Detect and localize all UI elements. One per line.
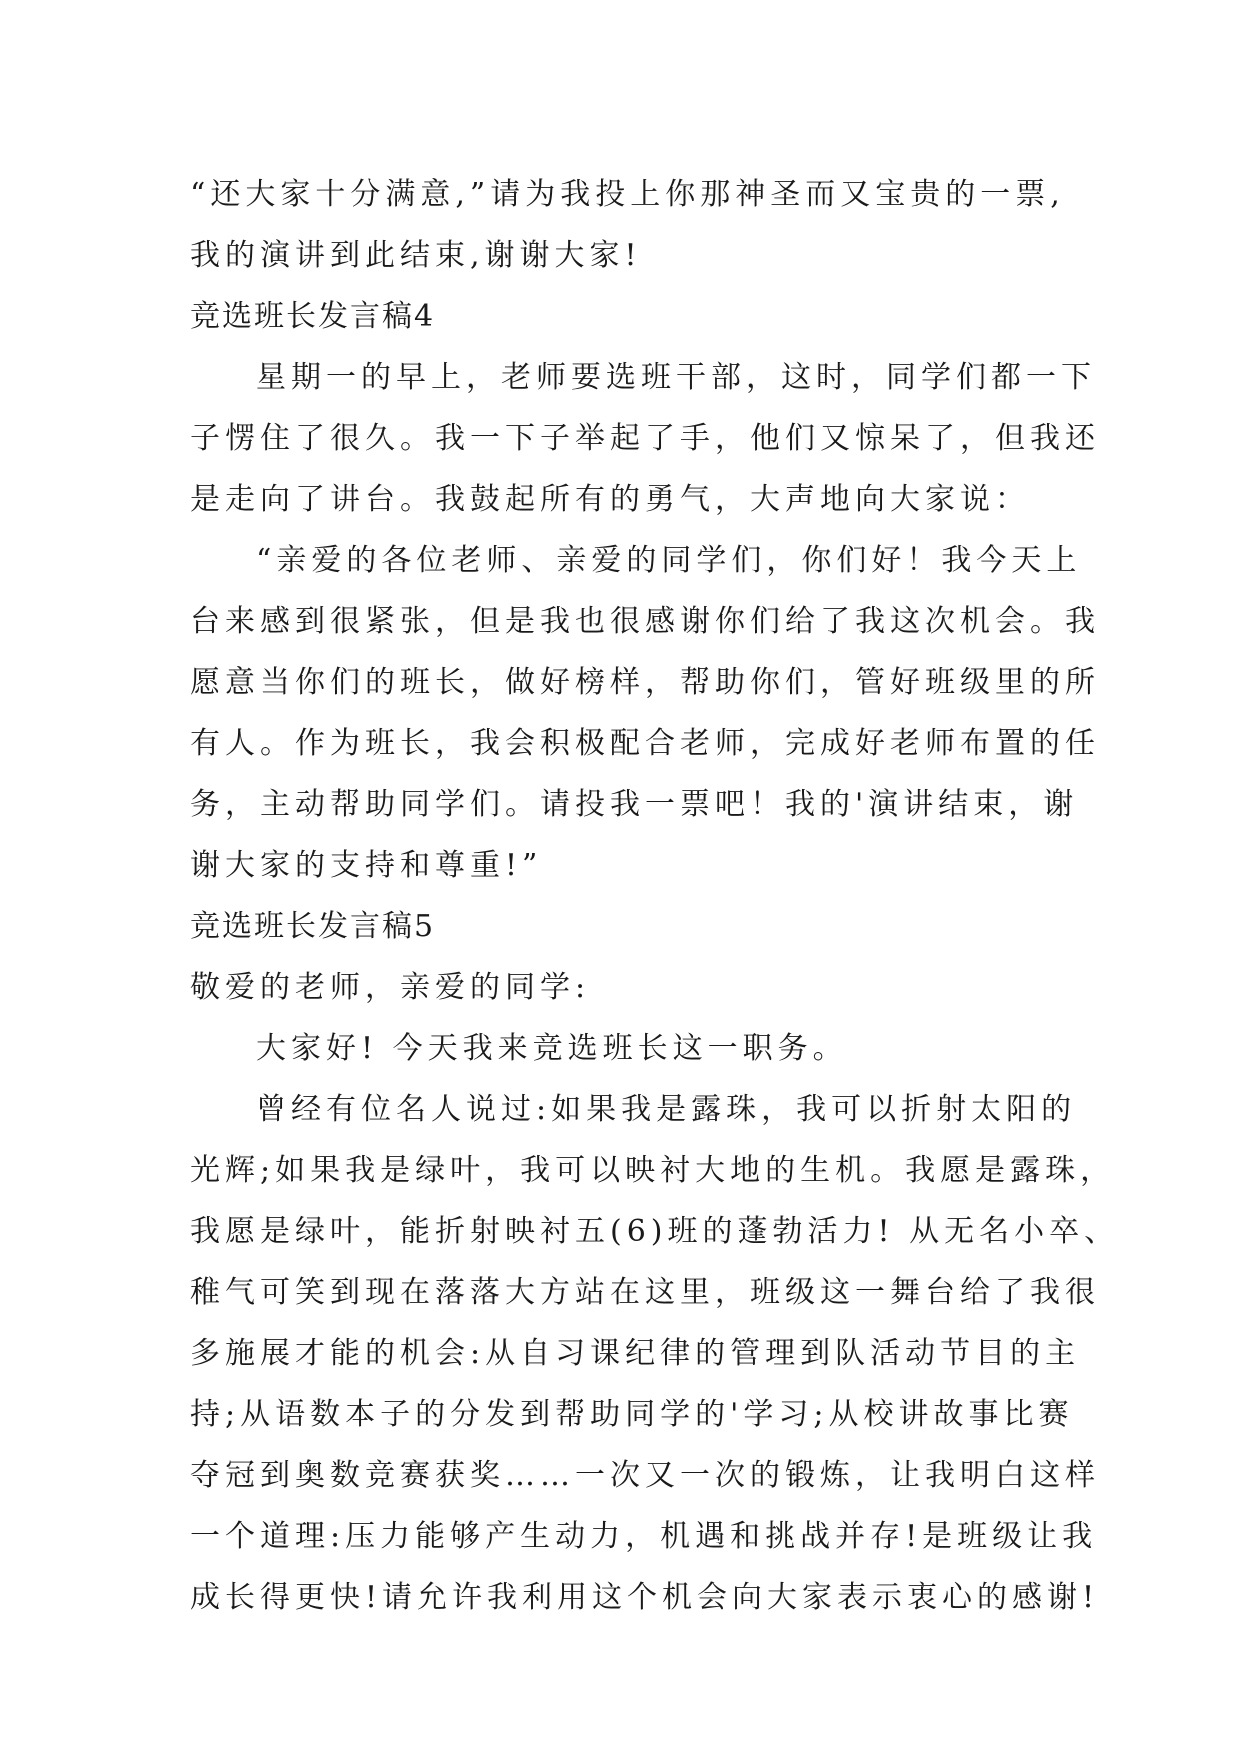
section-heading: 竞选班长发言稿5 [190, 909, 436, 944]
text-line: 我愿是绿叶，能折射映衬五(6)班的蓬勃活力! 从无名小卒、 [190, 1214, 1120, 1249]
text-line: 多施展才能的机会:从自习课纪律的管理到队活动节目的主 [190, 1336, 1081, 1371]
text-line: 一个道理:压力能够产生动力，机遇和挑战并存!是班级让我 [190, 1519, 1098, 1554]
text-line: 务，主动帮助同学们。请投我一票吧！我的'演讲结束，谢 [190, 787, 1079, 822]
text-line: 子愣住了很久。我一下子举起了手，他们又惊呆了，但我还 [190, 421, 1100, 456]
text-line: 我的演讲到此结束,谢谢大家! [190, 238, 642, 273]
text-line: 大家好! 今天我来竞选班长这一职务。 [256, 1031, 848, 1066]
document-body [190, 164, 1120, 1628]
text-line: 星期一的早上，老师要选班干部，这时，同学们都一下 [256, 360, 1096, 395]
text-line: 稚气可笑到现在落落大方站在这里，班级这一舞台给了我很 [190, 1275, 1100, 1310]
text-line: 夺冠到奥数竞赛获奖……一次又一次的锻炼，让我明白这样 [190, 1458, 1100, 1493]
text-line: 有人。作为班长，我会积极配合老师，完成好老师布置的任 [190, 726, 1100, 761]
text-line: 台来感到很紧张，但是我也很感谢你们给了我这次机会。我 [190, 604, 1100, 639]
text-line: 曾经有位名人说过:如果我是露珠，我可以折射太阳的 [256, 1092, 1077, 1127]
text-line: “还大家十分满意,”请为我投上你那神圣而又宝贵的一票, [190, 177, 1065, 212]
text-line: “亲爱的各位老师、亲爱的同学们，你们好！我今天上 [256, 543, 1082, 578]
text-line: 成长得更快!请允许我利用这个机会向大家表示衷心的感谢! [190, 1580, 1100, 1615]
text-line: 是走向了讲台。我鼓起所有的勇气，大声地向大家说： [190, 482, 1030, 517]
text-line: 持;从语数本子的分发到帮助同学的'学习;从校讲故事比赛 [190, 1397, 1074, 1432]
text-line: 光辉;如果我是绿叶，我可以映衬大地的生机。我愿是露珠， [190, 1153, 1116, 1188]
section-heading: 竞选班长发言稿4 [190, 299, 436, 334]
text-line: 谢大家的支持和尊重!” [190, 848, 543, 883]
text-line: 敬爱的老师，亲爱的同学: [190, 970, 591, 1005]
text-line: 愿意当你们的班长，做好榜样，帮助你们，管好班级里的所 [190, 665, 1100, 700]
